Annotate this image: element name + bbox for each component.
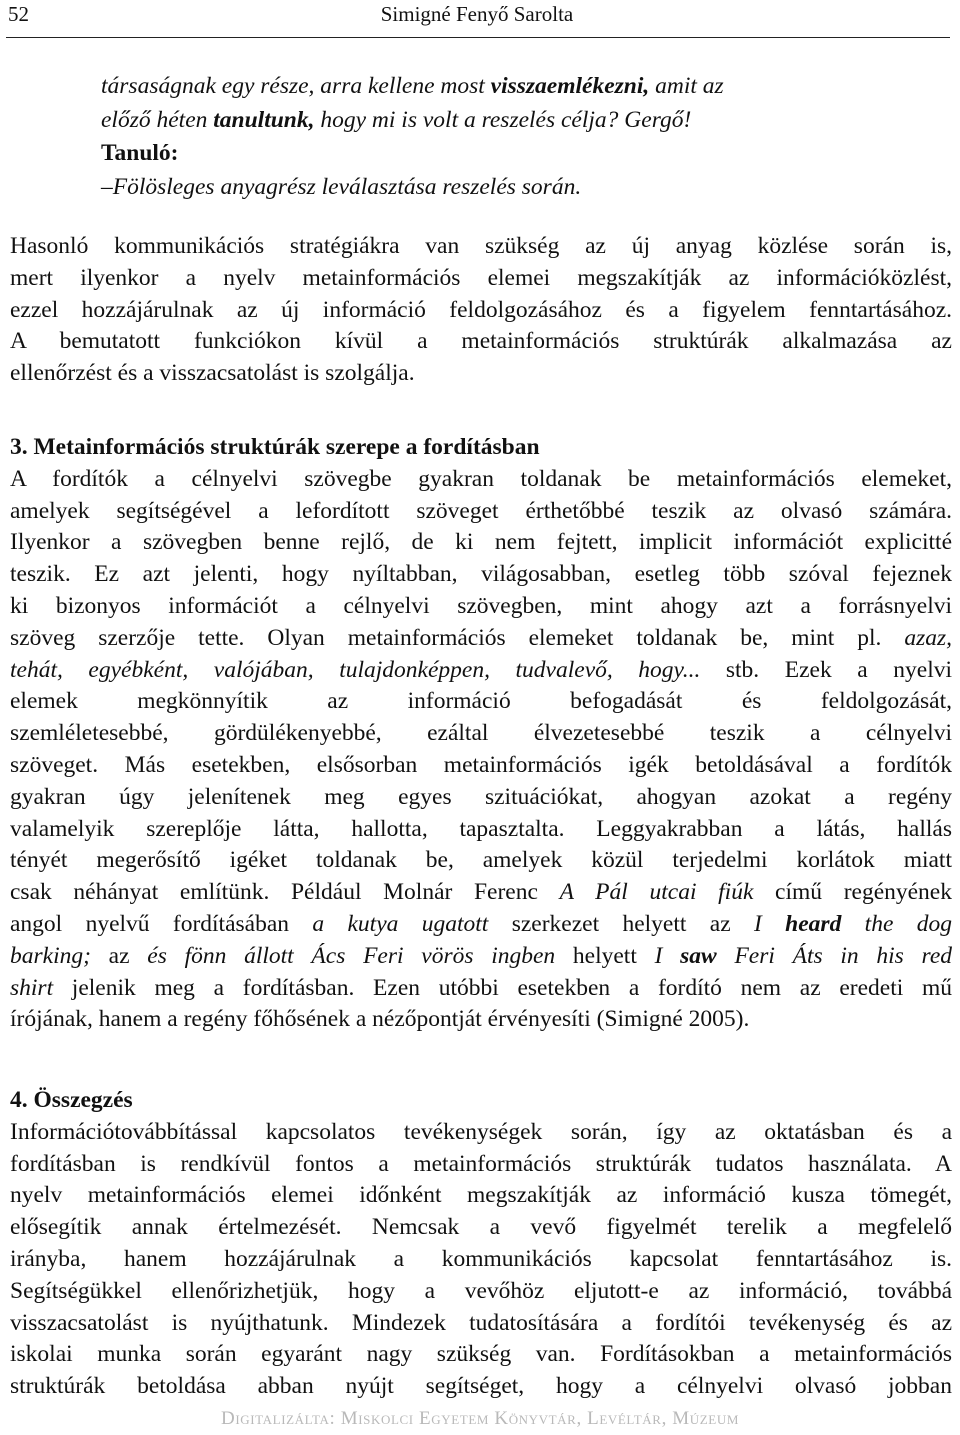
text-line: irányba, hanem hozzájárulnak a kommunikációs kapcsolat fenntartásához is. — [10, 1245, 952, 1272]
dialogue-line: előző héten tanultunk, hogy mi is volt a reszelés célja? Gergő! — [101, 106, 692, 133]
paragraph-communication — [10, 231, 952, 390]
classroom-dialogue — [101, 70, 724, 204]
running-header — [8, 2, 946, 32]
text-line: mert ilyenkor a nyelv metainformációs elemei megszakítják az információközlést, — [10, 264, 952, 291]
text-line: A fordítók a célnyelvi szövegbe gyakran toldanak be metainformációs elemeket, — [10, 465, 952, 492]
text-line: fordításban is rendkívül fontos a metainformációs struktúrák tudatos használata. A — [10, 1150, 952, 1177]
text-line: Ilyenkor a szövegben benne rejlő, de ki nem fejtett, implicit információt explicitté — [10, 529, 952, 556]
text-line: elősegítik annak értelmezését. Nemcsak a vevő figyelmét terelik a megfelelő — [10, 1214, 952, 1241]
running-head-author: Simigné Fenyő Sarolta — [380, 2, 574, 26]
text-line: szöveg szerzője tette. Olyan metainformációs elemeket toldanak be, mint pl. azaz, — [10, 624, 952, 651]
text-line: teszik. Ez azt jelenti, hogy nyíltabban, világosabban, esetleg több szóval fejeznek — [10, 561, 952, 588]
text-line: struktúrák betoldása abban nyújt segítséget, hogy a célnyelvi olvasó jobban — [10, 1373, 952, 1400]
digitization-watermark: Digitalizálta: Miskolci Egyetem Könyvtár, Levéltár, Múzeum — [221, 1408, 739, 1429]
text-line: Segítségükkel ellenőrizhetjük, hogy a vevőhöz eljutott-e az információ, továbbá — [10, 1277, 952, 1304]
text-line: visszacsatolást is nyújthatunk. Mindezek tudatosítására a fordítói tevékenység és az — [10, 1309, 952, 1336]
text-line: Hasonló kommunikációs stratégiákra van szükség az új anyag közlése során is, — [10, 233, 952, 259]
section-3 — [10, 432, 952, 1036]
section-heading: 4. Összegzés — [10, 1087, 133, 1113]
text-line: csak néhányat említünk. Például Molnár Ferenc A Pál utcai fiúk című regényének — [10, 879, 952, 906]
dialogue-line: társaságnak egy része, arra kellene most visszaemlékezni, amit az — [101, 73, 724, 99]
text-line: elemek megkönnyítik az információ befogadását és feldolgozását, — [10, 688, 952, 715]
text-line: barking; az és fönn állott Ács Feri vörös ingben helyett I saw Feri Áts in his red — [10, 942, 952, 969]
text-line: nyelv metainformációs elemei időnként megszakítják az információ kusza tömegét, — [10, 1182, 952, 1209]
text-line: ellenőrzést és a visszacsatolást is szolgálja. — [10, 360, 415, 387]
text-line: írójának, hanem a regény főhősének a nézőpontját érvényesíti (Simigné 2005). — [10, 1006, 750, 1033]
text-line: tényét megerősítő igéket toldanak be, amelyek közül terjedelmi korlátok miatt — [10, 847, 952, 874]
text-line: A bemutatott funkciókon kívül a metainformációs struktúrák alkalmazása az — [10, 328, 952, 355]
dialogue-line: –Fölösleges anyagrész leválasztása reszelés során. — [101, 173, 582, 200]
text-line: Információtovábbítással kapcsolatos tevékenységek során, így az oktatásban és a — [10, 1118, 952, 1145]
text-line: amelyek segítségével a lefordított szöveget érthetőbbé teszik az olvasó számára. — [10, 497, 952, 524]
section-4 — [10, 1085, 952, 1403]
text-line: tehát, egyébként, valójában, tulajdonképpen, tudvalevő, hogy... stb. Ezek a nyelvi — [10, 656, 952, 683]
text-line: szöveget. Más esetekben, elsősorban metainformációs igék betoldásával a fordítók — [10, 751, 952, 778]
text-line: ezzel hozzájárulnak az új információ feldolgozásához és a figyelem fenntartásához. — [10, 296, 952, 323]
dialogue-speaker: Tanuló: — [101, 140, 179, 166]
text-line: angol nyelvű fordításában a kutya ugatott szerkezet helyett az I heard the dog — [10, 910, 952, 937]
header-rule — [6, 37, 950, 38]
text-line: valamelyik szereplője látta, hallotta, tapasztalta. Leggyakrabban a látás, hallás — [10, 815, 952, 842]
text-line: shirt jelenik meg a fordításban. Ezen utóbbi esetekben a fordító nem az eredeti mű — [10, 974, 952, 1001]
text-line: gyakran úgy jelenítenek meg egyes szituációkat, ahogyan azokat a regény — [10, 783, 952, 810]
text-line: iskolai munka során egyaránt nagy szükség van. Fordításokban a metainformációs — [10, 1341, 952, 1368]
text-line: szemléletesebbé, gördülékenyebbé, ezáltal élvezetesebbé teszik a célnyelvi — [10, 720, 952, 747]
section-heading: 3. Metainformációs struktúrák szerepe a fordításban — [10, 434, 540, 460]
page-number: 52 — [8, 2, 29, 26]
text-line: ki bizonyos információt a célnyelvi szövegben, mint ahogy azt a forrásnyelvi — [10, 592, 952, 619]
